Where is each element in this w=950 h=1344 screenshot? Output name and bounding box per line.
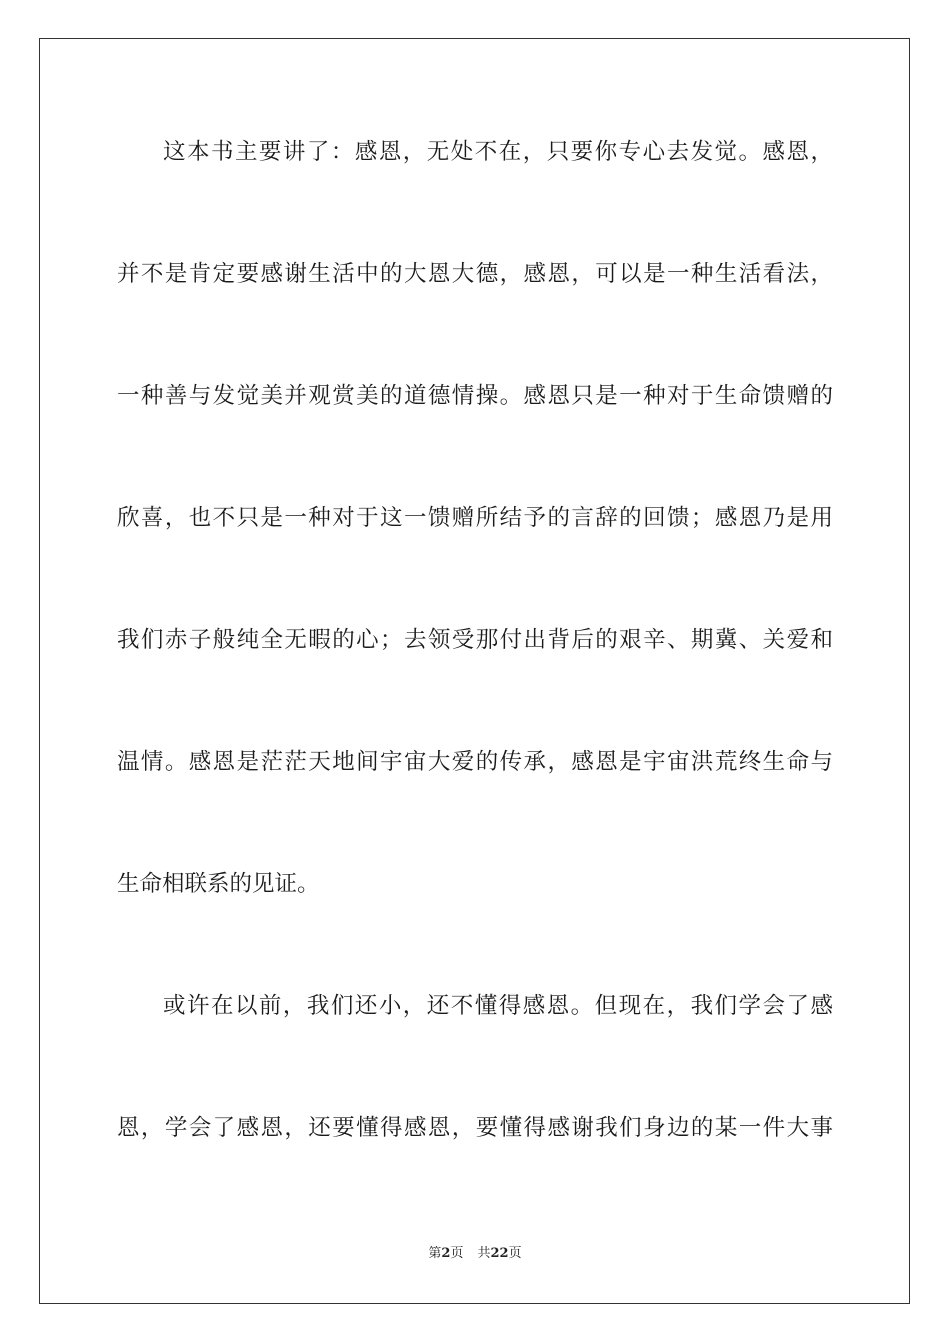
paragraph-1-line-3: 一种善与发觉美并观赏美的道德情操。感恩只是一种对于生命馈赠的 bbox=[117, 383, 833, 409]
paragraph-1-line-7: 生命相联系的见证。 bbox=[117, 871, 320, 897]
paragraph-1-line-6: 温情。感恩是茫茫天地间宇宙大爱的传承，感恩是宇宙洪荒终生命与 bbox=[117, 749, 833, 775]
footer-current-page: 2 bbox=[441, 1246, 451, 1261]
paragraph-1-line-4: 欣喜，也不只是一种对于这一馈赠所结予的言辞的回馈；感恩乃是用 bbox=[117, 505, 833, 531]
footer-total-unit: 页 bbox=[508, 1246, 522, 1261]
paragraph-1-line-5: 我们赤子般纯全无暇的心；去领受那付出背后的艰辛、期冀、关爱和 bbox=[117, 627, 833, 653]
footer-page-prefix: 第 bbox=[428, 1246, 442, 1261]
paragraph-1-line-1: 这本书主要讲了：感恩，无处不在，只要你专心去发觉。感恩， bbox=[163, 139, 833, 165]
paragraph-2-line-1: 或许在以前，我们还小，还不懂得感恩。但现在，我们学会了感 bbox=[163, 993, 833, 1019]
paragraph-1-line-2: 并不是肯定要感谢生活中的大恩大德，感恩，可以是一种生活看法， bbox=[117, 261, 833, 287]
footer-total-prefix: 共 bbox=[477, 1246, 491, 1261]
footer-page-unit: 页 bbox=[450, 1246, 464, 1261]
footer-total-pages: 22 bbox=[490, 1246, 509, 1261]
page-footer bbox=[0, 1245, 950, 1263]
paragraph-2-line-2: 恩，学会了感恩，还要懂得感恩，要懂得感谢我们身边的某一件大事 bbox=[117, 1115, 833, 1141]
